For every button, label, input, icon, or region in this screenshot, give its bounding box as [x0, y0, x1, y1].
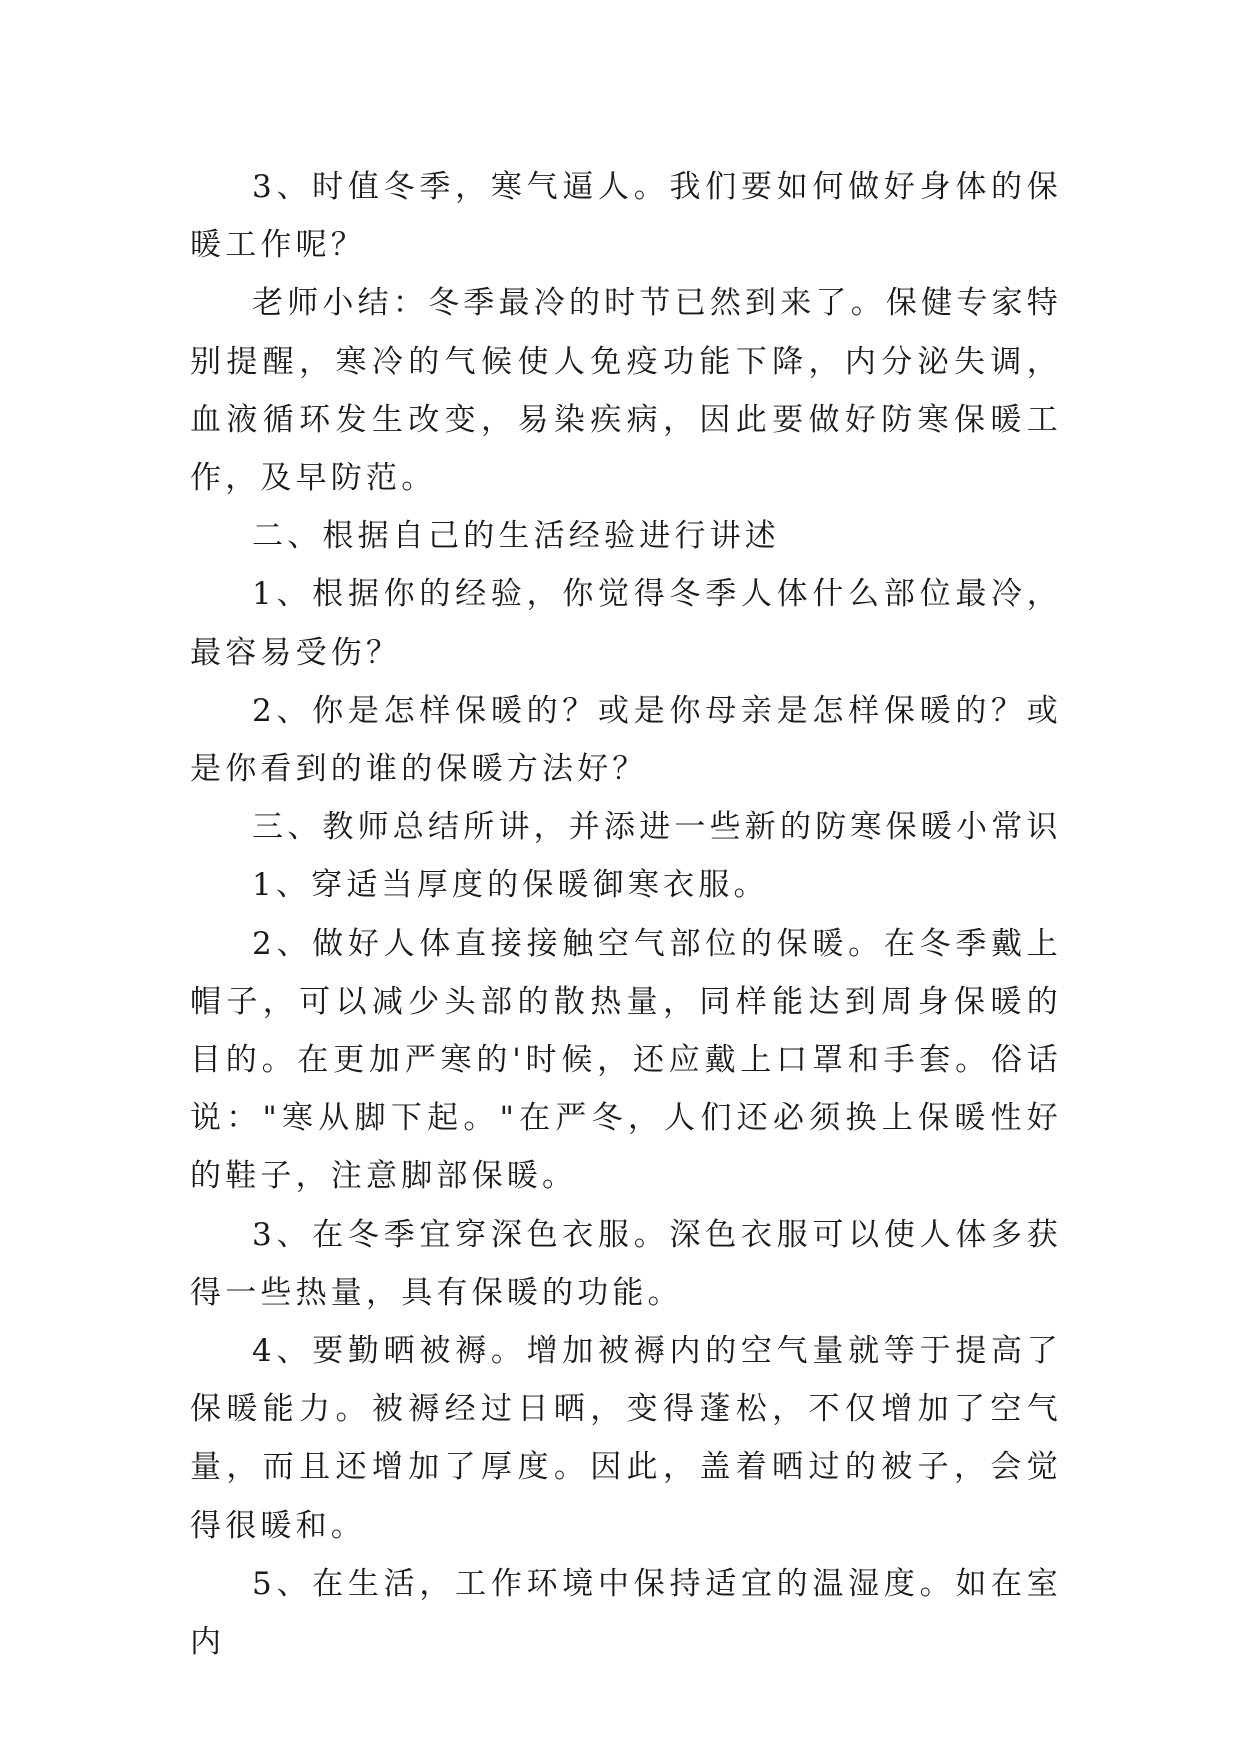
paragraph-tip-clothing: 1、穿适当厚度的保暖御寒衣服。	[252, 867, 769, 904]
paragraph-teacher-summary: 老师小结：冬季最冷的时节已然到来了。保健专家特别提醒，寒冷的气候使人免疫功能下降，内分泌失调，血液循环发生改变，易染疾病，因此要做好防寒保暖工作，及早防范。	[190, 285, 1062, 497]
paragraph-tip-sun-bedding: 4、要勤晒被褥。增加被褥内的空气量就等于提高了保暖能力。被褥经过日晒，变得蓬松，不仅增加了空气量，而且还增加了厚度。因此，盖着晒过的被子，会觉得很暖和。	[190, 1333, 1062, 1544]
section-heading-three: 三、教师总结所讲，并添进一些新的防寒保暖小常识	[252, 809, 1062, 846]
section-heading-two: 二、根据自己的生活经验进行讲述	[252, 518, 780, 555]
paragraph-how-to-keep-warm: 2、你是怎样保暖的？或是你母亲是怎样保暖的？或是你看到的谁的保暖方法好？	[190, 692, 1062, 788]
paragraph-tip-exposed-parts: 2、做好人体直接接触空气部位的保暖。在冬季戴上帽子，可以减少头部的散热量，同样能达到周身保暖的目的。在更加严寒的'时候，还应戴上口罩和手套。俗话说："寒从脚下起。"在严冬，人们还必须换上保暖性好的鞋子，注意脚部保暖。	[190, 925, 1062, 1195]
document-body	[190, 158, 1062, 1671]
paragraph-tip-dark-clothes: 3、在冬季宜穿深色衣服。深色衣服可以使人体多获得一些热量，具有保暖的功能。	[190, 1216, 1062, 1311]
paragraph-winter-warmth-question: 3、时值冬季，寒气逼人。我们要如何做好身体的保暖工作呢？	[190, 169, 1062, 264]
paragraph-coldest-body-part: 1、根据你的经验，你觉得冬季人体什么部位最冷，最容易受伤？	[190, 576, 1062, 671]
paragraph-tip-humidity: 5、在生活，工作环境中保持适宜的温湿度。如在室内	[190, 1565, 1062, 1661]
